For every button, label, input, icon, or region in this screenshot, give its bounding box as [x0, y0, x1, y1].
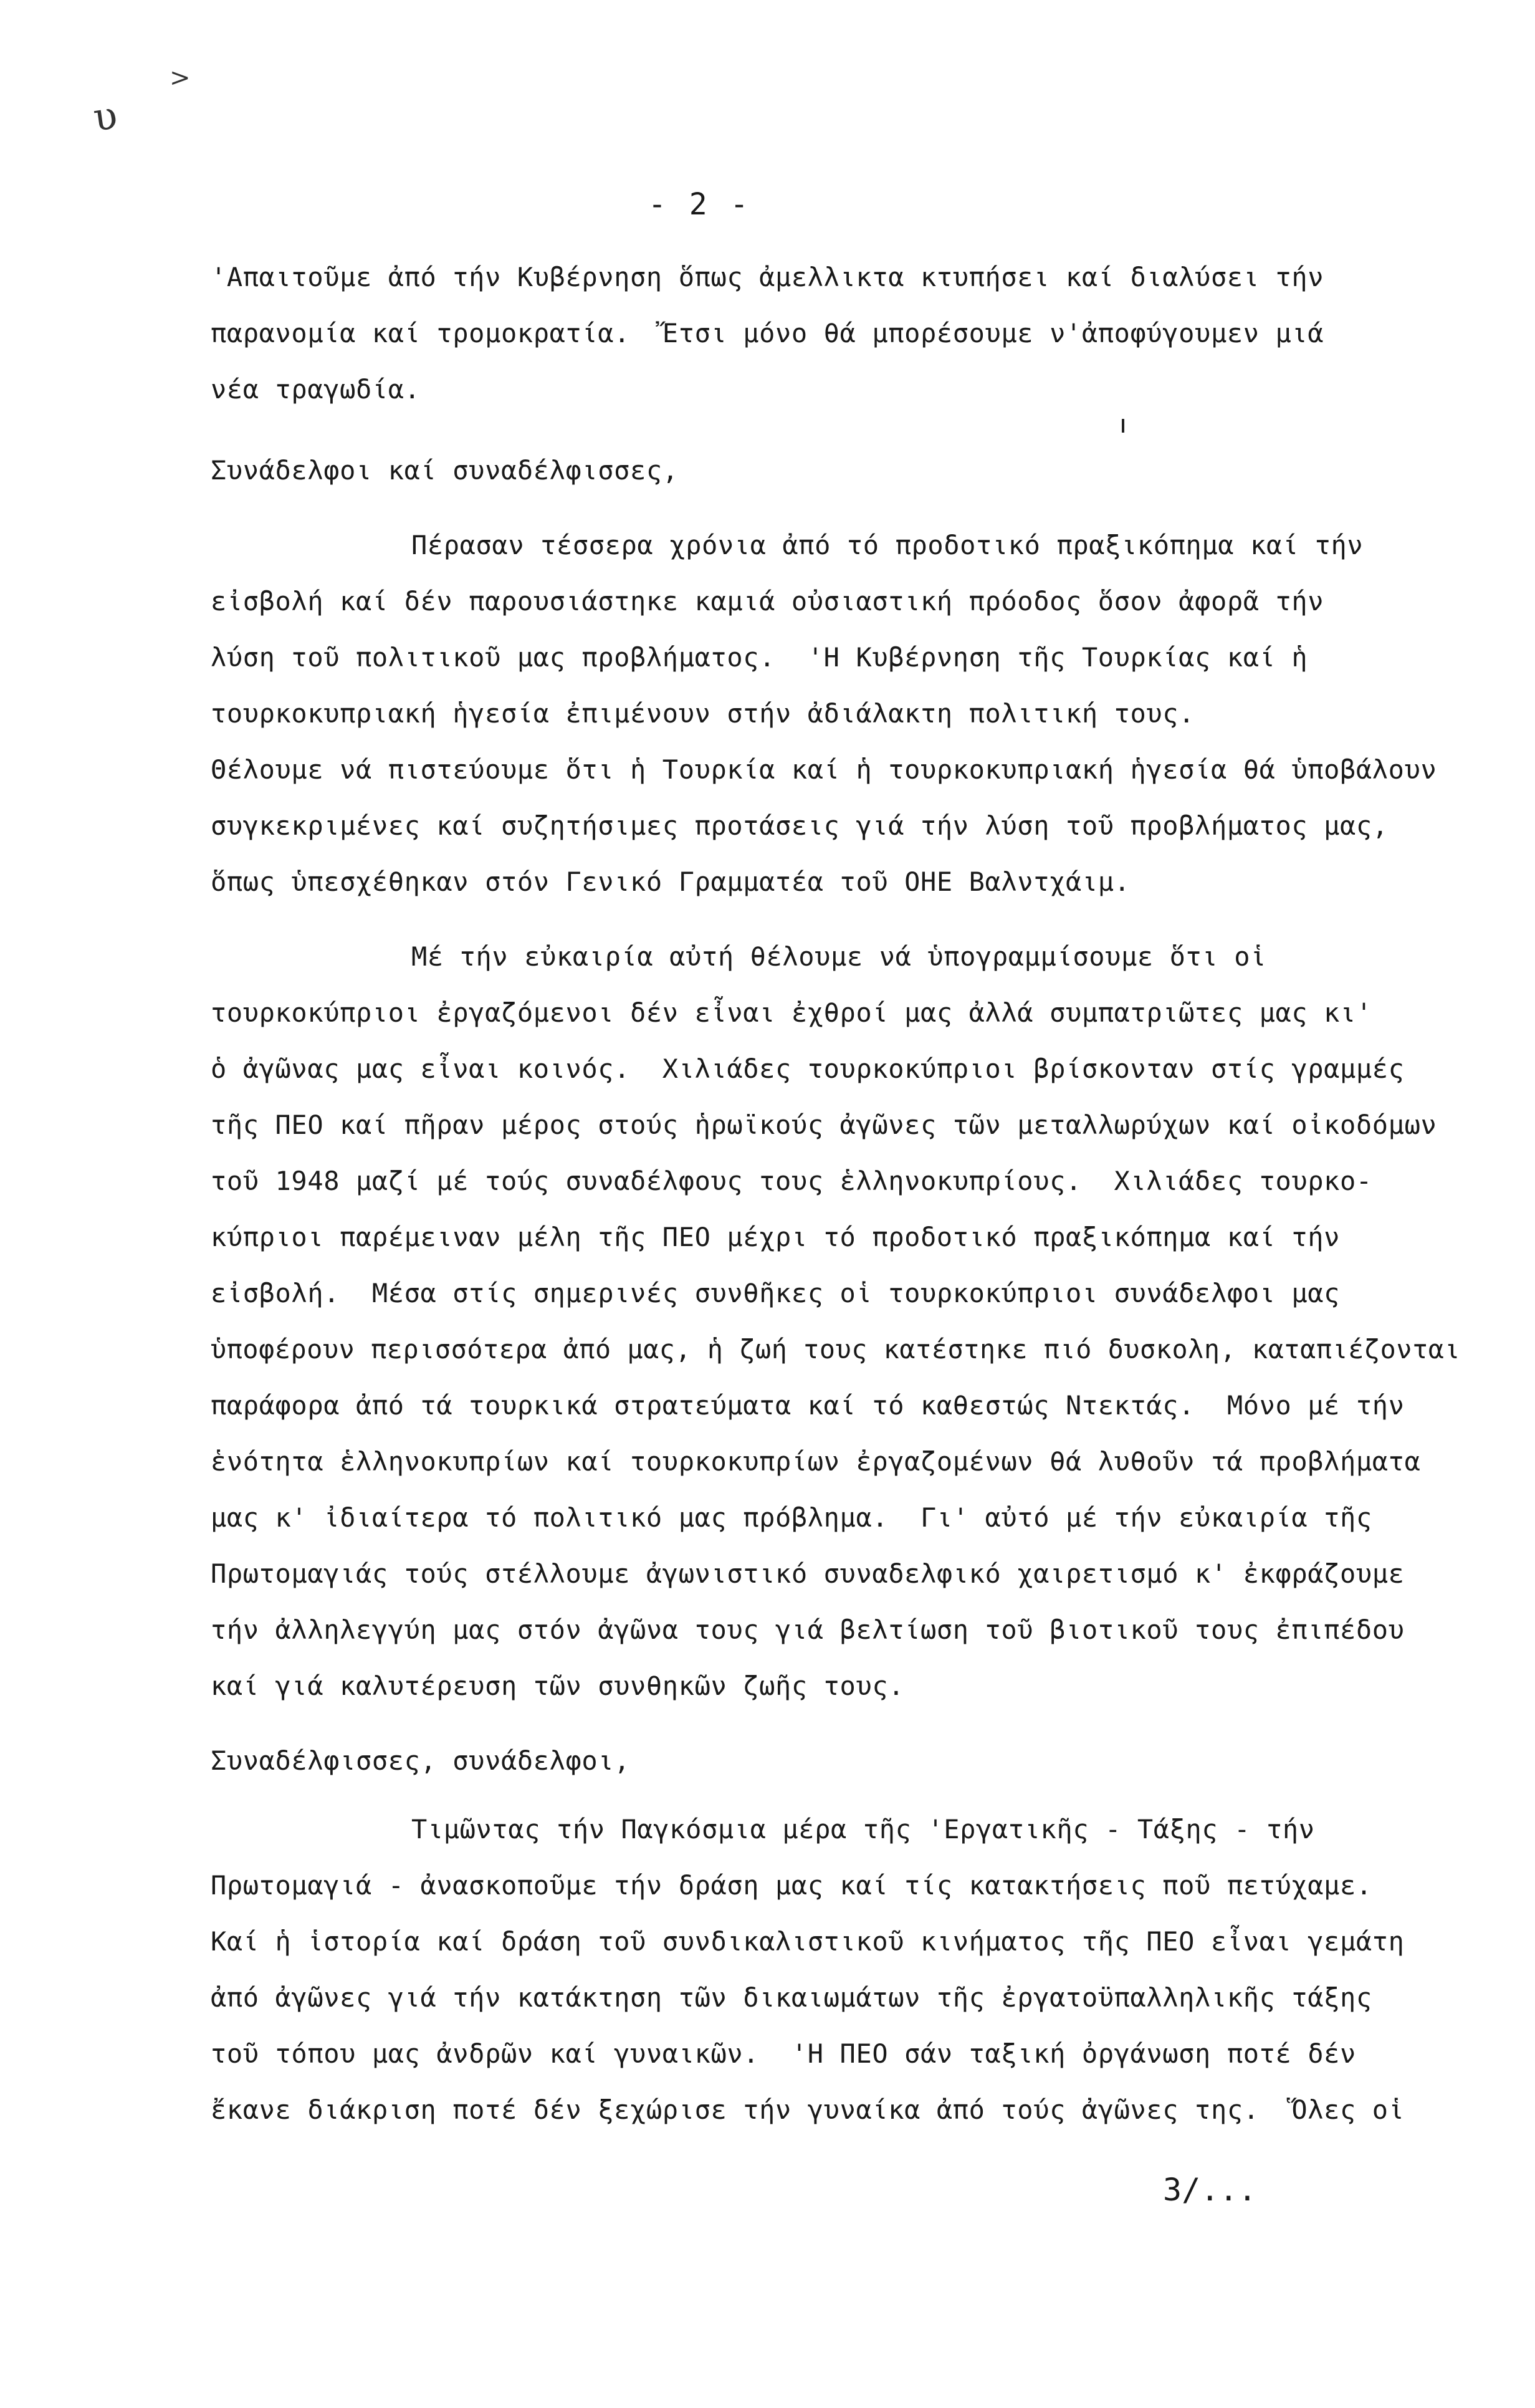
margin-handwritten-mark: υ — [90, 92, 120, 141]
text-line: λύση τοῦ πολιτικοῦ μας προβλήματος. 'Η Κυβέρνηση τῆς Τουρκίας καί ἡ — [211, 642, 1308, 673]
text-line: Καί ἡ ἱστορία καί δράση τοῦ συνδικαλιστικοῦ κινήματος τῆς ΠΕΟ εἶναι γεμάτη — [211, 1926, 1405, 1957]
text-line: Θέλουμε νά πιστεύουμε ὅτι ἡ Τουρκία καί ἡ τουρκοκυπριακή ἡγεσία θά ὑποβάλουν — [211, 754, 1437, 785]
margin-tick-mark: > — [170, 64, 191, 92]
text-line: συγκεκριμένες καί συζητήσιμες προτάσεις γιά τήν λύση τοῦ προβλήματος μας, — [211, 810, 1389, 841]
text-line: ἑνότητα ἑλληνοκυπρίων καί τουρκοκυπρίων ἐργαζομένων θά λυθοῦν τά προβλήματα — [211, 1446, 1421, 1477]
page-number: - 2 - — [648, 187, 751, 222]
text-line: νέα τραγωδία. — [211, 374, 421, 405]
stray-mark — [1122, 419, 1124, 433]
text-line: παράφορα ἀπό τά τουρκικά στρατεύματα καί τό καθεστώς Ντεκτάς. Μόνο μέ τήν — [211, 1390, 1405, 1421]
text-line: Τιμῶντας τήν Παγκόσμια μέρα τῆς 'Εργατικῆς - Τάξης - τήν — [411, 1814, 1315, 1844]
text-line: τοῦ τόπου μας ἀνδρῶν καί γυναικῶν. 'Η ΠΕΟ σάν ταξική ὀργάνωση ποτέ δέν — [211, 2038, 1356, 2069]
text-line: εἰσβολή. Μέσα στίς σημερινές συνθῆκες οἱ τουρκοκύπριοι συνάδελφοι μας — [211, 1278, 1341, 1308]
text-line: ὁ ἀγῶνας μας εἶναι κοινός. Χιλιάδες τουρκοκύπριοι βρίσκονταν στίς γραμμές — [211, 1053, 1405, 1084]
text-line: ἔκανε διάκριση ποτέ δέν ξεχώρισε τήν γυναίκα ἀπό τούς ἀγῶνες της. Ὅλες οἱ — [211, 2094, 1405, 2125]
text-line: κύπριοι παρέμειναν μέλη τῆς ΠΕΟ μέχρι τό προδοτικό πραξικόπημα καί τήν — [211, 1222, 1341, 1252]
continuation-footer: 3/... — [1163, 2172, 1257, 2208]
text-line: παρανομία καί τρομοκρατία. Ἔτσι μόνο θά μπορέσουμε ν'ἀποφύγουμεν μιά — [211, 318, 1324, 348]
text-line: τοῦ 1948 μαζί μέ τούς συναδέλφους τους ἑλληνοκυπρίους. Χιλιάδες τουρκο- — [211, 1166, 1372, 1196]
text-line: Πρωτομαγιάς τούς στέλλουμε ἀγωνιστικό συναδελφικό χαιρετισμό κ' ἐκφράζουμε — [211, 1558, 1405, 1589]
text-line: ὅπως ὑπεσχέθηκαν στόν Γενικό Γραμματέα τοῦ ΟΗΕ Βαλντχάιμ. — [211, 866, 1131, 897]
text-line: εἰσβολή καί δέν παρουσιάστηκε καμιά οὐσιαστική πρόοδος ὅσον ἀφορᾶ τήν — [211, 586, 1324, 616]
text-line: καί γιά καλυτέρευση τῶν συνθηκῶν ζωῆς τους. — [211, 1671, 905, 1701]
text-line: ἀπό ἀγῶνες γιά τήν κατάκτηση τῶν δικαιωμάτων τῆς ἐργατοϋπαλληλικῆς τάξης — [211, 1982, 1372, 2013]
text-line: ὑποφέρουν περισσότερα ἀπό μας, ἡ ζωή τους κατέστηκε πιό δυσκολη, καταπιέζονται — [211, 1334, 1461, 1365]
text-line: τήν ἀλληλεγγύη μας στόν ἀγῶνα τους γιά βελτίωση τοῦ βιοτικοῦ τους ἐπιπέδου — [211, 1614, 1405, 1645]
text-line: Συνάδελφοι καί συναδέλφισσες, — [211, 455, 679, 486]
text-line: τουρκοκυπριακή ἡγεσία ἐπιμένουν στήν ἀδιάλακτη πολιτική τους. — [211, 698, 1195, 729]
text-line: τῆς ΠΕΟ καί πῆραν μέρος στούς ἡρωϊκούς ἀγῶνες τῶν μεταλλωρύχων καί οἰκοδόμων — [211, 1110, 1437, 1140]
text-line: Πρωτομαγιά - ἀνασκοποῦμε τήν δράση μας καί τίς κατακτήσεις ποῦ πετύχαμε. — [211, 1870, 1372, 1901]
text-line: Μέ τήν εὐκαιρία αὐτή θέλουμε νά ὑπογραμμίσουμε ὅτι οἱ — [411, 941, 1266, 972]
text-line: μας κ' ἰδιαίτερα τό πολιτικό μας πρόβλημα. Γι' αὐτό μέ τήν εὐκαιρία τῆς — [211, 1502, 1372, 1533]
text-line: 'Απαιτοῦμε ἀπό τήν Κυβέρνηση ὅπως ἀμελλικτα κτυπήσει καί διαλύσει τήν — [211, 262, 1324, 292]
text-line: Συναδέλφισσες, συνάδελφοι, — [211, 1745, 631, 1776]
text-line: τουρκοκύπριοι ἐργαζόμενοι δέν εἶναι ἐχθροί μας ἀλλά συμπατριῶτες μας κι' — [211, 997, 1372, 1028]
text-line: Πέρασαν τέσσερα χρόνια ἀπό τό προδοτικό πραξικόπημα καί τήν — [411, 530, 1364, 560]
